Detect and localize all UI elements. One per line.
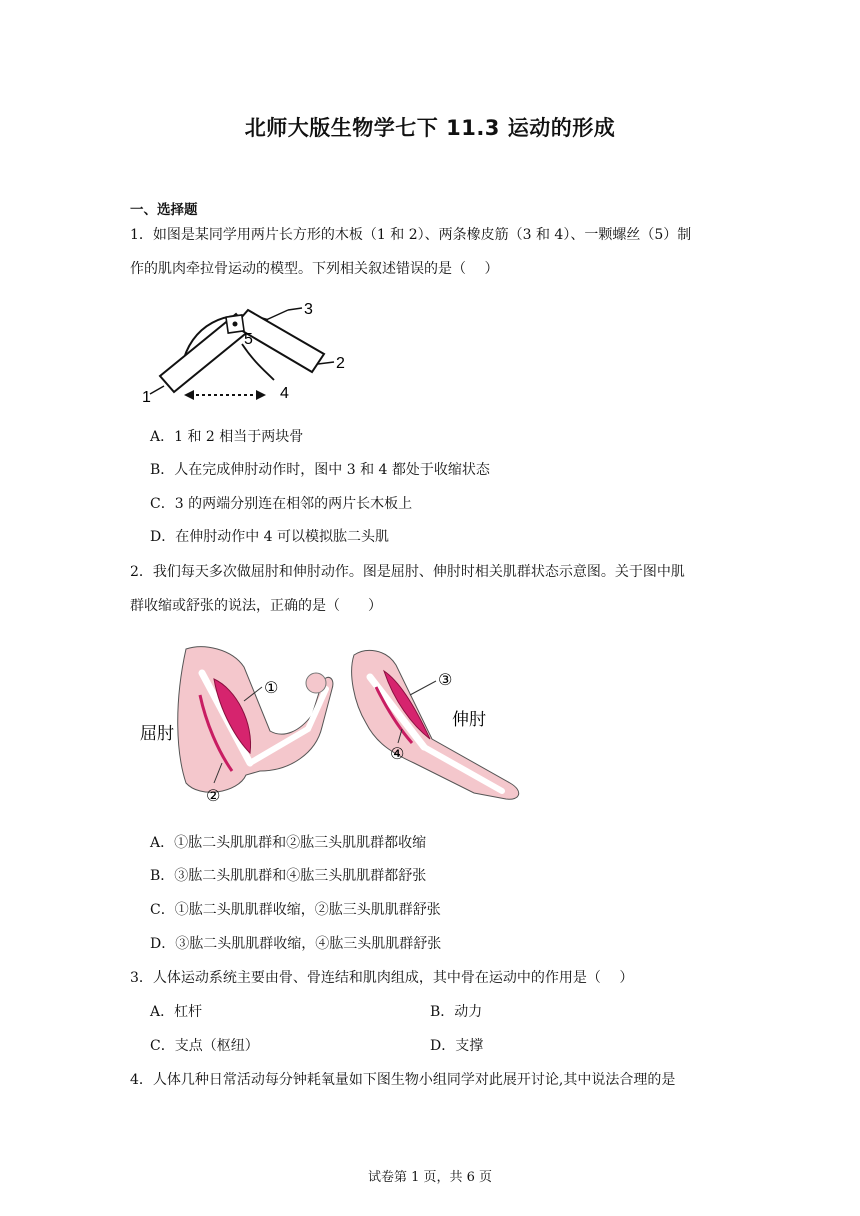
q2-option-b[interactable]: B．③肱二头肌肌群和④肱三头肌肌群都舒张 (150, 868, 427, 884)
label-5: 5 (244, 331, 253, 348)
q3-option-b[interactable]: B．动力 (430, 1004, 483, 1020)
extended-arm-skin (352, 650, 519, 799)
q3-stem: 3．人体运动系统主要由骨、骨连结和肌肉组成，其中骨在运动中的作用是（ ） (130, 970, 634, 986)
q4-stem: 4．人体几种日常活动每分钟耗氧量如下图生物小组同学对此展开讨论,其中说法合理的是 (130, 1072, 676, 1088)
q1-option-b[interactable]: B．人在完成伸肘动作时，图中 3 和 4 都处于收缩状态 (150, 462, 490, 478)
label-2: 2 (336, 355, 345, 372)
label-circled-4: ④ (390, 744, 405, 763)
section-heading: 一、选择题 (130, 202, 198, 218)
q2-stem-line2: 群收缩或舒张的说法，正确的是（ ） (130, 598, 382, 614)
label-extend: 伸肘 (452, 710, 486, 730)
page-title: 北师大版生物学七下 11.3 运动的形成 (244, 116, 616, 140)
q1-option-a[interactable]: A．1 和 2 相当于两块骨 (150, 429, 304, 445)
label-circled-3: ③ (438, 670, 453, 689)
label-flex: 屈肘 (140, 724, 174, 744)
q1-option-c[interactable]: C．3 的两端分别连在相邻的两片长木板上 (150, 496, 413, 512)
extended-arm (352, 650, 519, 799)
q2-option-c[interactable]: C．①肱二头肌肌群收缩，②肱三头肌肌群舒张 (150, 902, 441, 918)
label-3: 3 (304, 301, 313, 318)
q3-option-c[interactable]: C．支点（枢纽） (150, 1038, 259, 1054)
label-circled-2: ② (206, 786, 221, 805)
q2-option-a[interactable]: A．①肱二头肌肌群和②肱三头肌肌群都收缩 (150, 835, 427, 851)
q1-option-d[interactable]: D．在伸肘动作中 4 可以模拟肱二头肌 (150, 529, 390, 545)
label-1: 1 (142, 389, 151, 406)
q2-option-d[interactable]: D．③肱二头肌肌群收缩，④肱三头肌肌群舒张 (150, 936, 442, 952)
flexed-arm (178, 647, 333, 805)
label-circled-1: ① (264, 678, 279, 697)
label-4: 4 (280, 385, 289, 402)
q1-stem-line1: 1．如图是某同学用两片长方形的木板（1 和 2）、两条橡皮筋（3 和 4）、一颗螺丝（5）制 (130, 227, 692, 243)
muscle-model-figure (138, 296, 358, 408)
page-footer: 试卷第 1 页，共 6 页 (367, 1170, 493, 1185)
q1-stem-line2: 作的肌肉牵拉骨运动的模型。下列相关叙述错误的是（ ） (130, 261, 499, 277)
rubber-band-4 (242, 344, 274, 380)
q2-stem-line1: 2．我们每天多次做屈肘和伸肘动作。图是屈肘、伸肘时相关肌群状态示意图。关于图中肌 (130, 564, 685, 580)
q3-option-d[interactable]: D．支撑 (430, 1038, 484, 1054)
q3-option-a[interactable]: A．杠杆 (150, 1004, 203, 1020)
arm-flex-extend-figure (140, 643, 530, 805)
